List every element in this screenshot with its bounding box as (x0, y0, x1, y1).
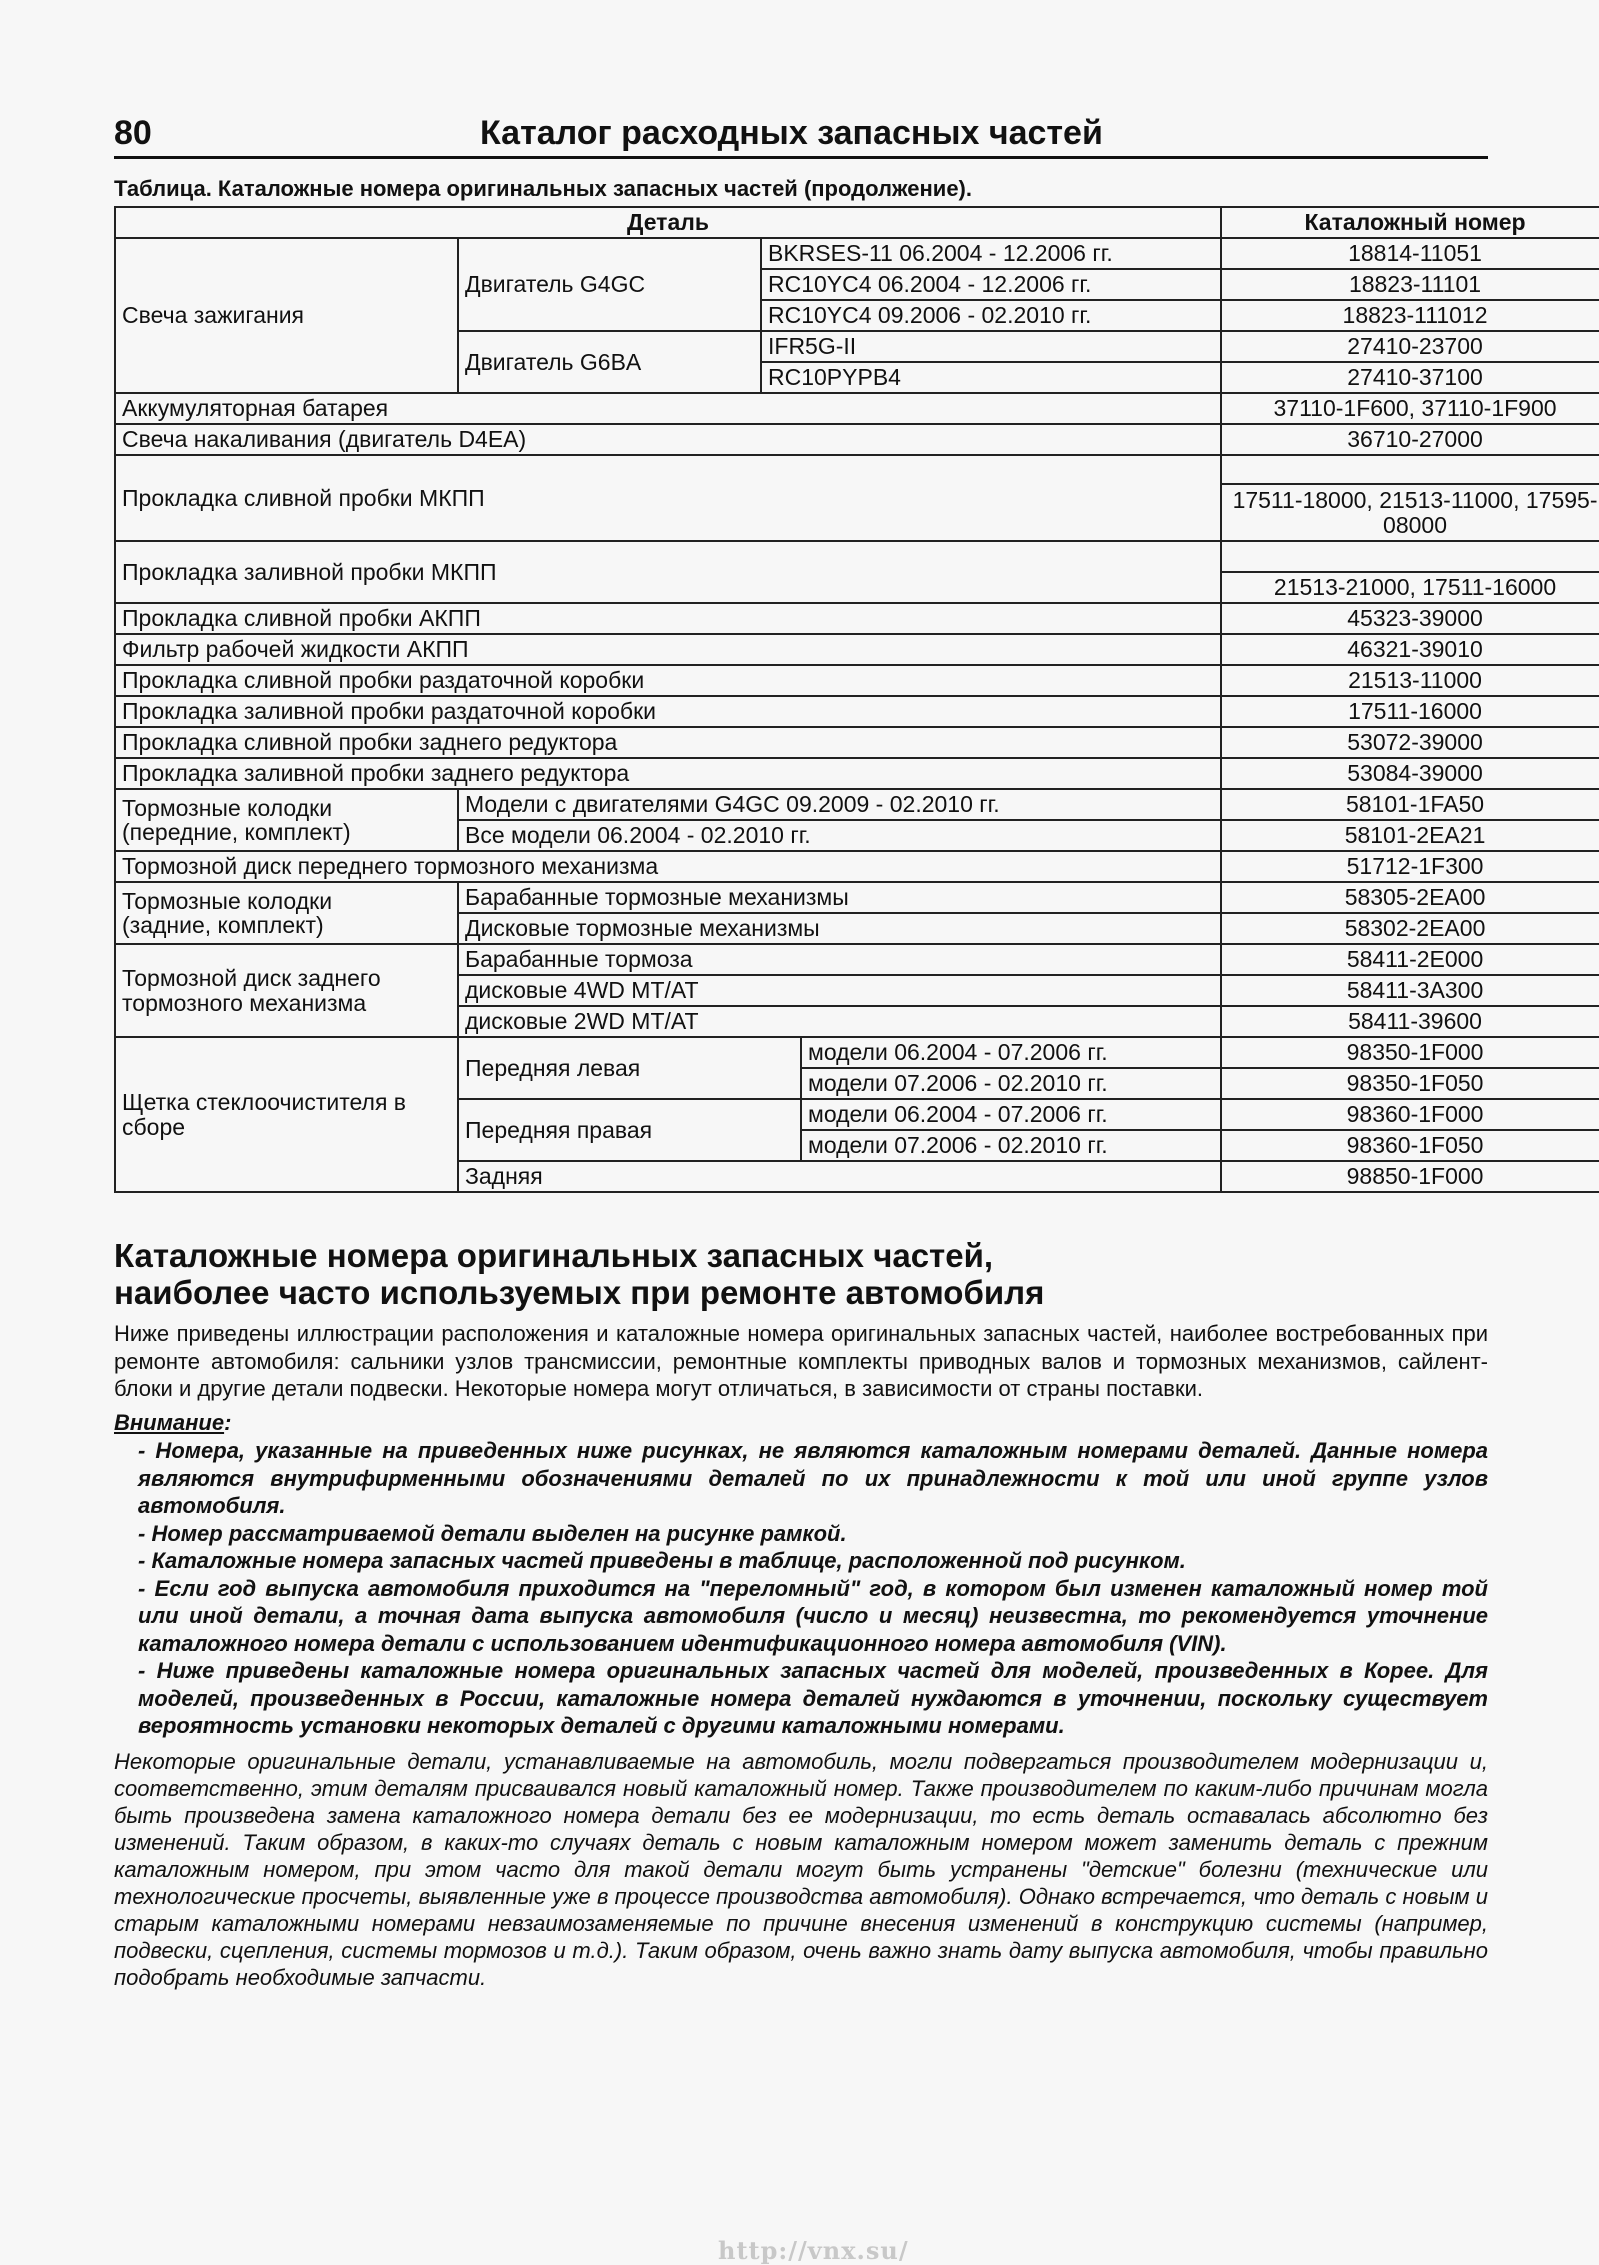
sub-label: Передняя левая (458, 1037, 801, 1099)
part-label: Аккумуляторная батарея (115, 393, 1221, 424)
part-label: Свеча накаливания (двигатель D4EA) (115, 424, 1221, 455)
table-row (115, 1037, 1599, 1068)
part-label-line: Тормозные колодки (122, 887, 333, 914)
intro-paragraph: Ниже приведены иллюстрации расположения и каталожные номера оригинальных запасных частей, наиболее востребованных при ремонте автомобиля: сальники узлов трансмиссии, ремонтные комплекты приводных валов и тормозных механизмов, сайлент-блоки и другие детали подвески. Некоторые номера могут отличаться, в зависимости от страны поставки. (114, 1321, 1488, 1401)
attention-item: - Если год выпуска автомобиля приходится на "переломный" год, в котором был изменен каталожный номер той или иной детали, а точная дата выпуска автомобиля (число и месяц) неизвестна, то рекомендуется уточнение каталожного номера детали с использованием идентификационного номера автомобиля (VIN). (138, 1575, 1488, 1656)
part-label (115, 1037, 458, 1192)
part-label-line: Тормозной диск заднего (122, 965, 381, 992)
spec-cell: модели 07.2006 - 02.2010 гг. (801, 1068, 1221, 1099)
number-cell: 58411-39600 (1221, 1006, 1599, 1037)
sub-label: Двигатель G6BA (458, 331, 761, 393)
table-row (115, 882, 1599, 913)
number-cell: 98350-1F050 (1221, 1068, 1599, 1099)
number-cell: 17511-18000, 21513-11000, 17595-08000 (1221, 484, 1599, 541)
table-row (115, 789, 1599, 820)
spec-cell: модели 07.2006 - 02.2010 гг. (801, 1130, 1221, 1161)
spec-cell: Модели с двигателями G4GC 09.2009 - 02.2010 гг. (458, 789, 1221, 820)
spec-cell: дисковые 2WD MT/AT (458, 1006, 1221, 1037)
number-cell: 18823-11101 (1221, 269, 1599, 300)
number-cell: 21513-11000 (1221, 665, 1599, 696)
section-title-line: наиболее часто используемых при ремонте автомобиля (114, 1273, 1045, 1311)
spec-cell: IFR5G-II (761, 331, 1221, 362)
attention-list (114, 1437, 1488, 1740)
spec-cell: RC10YC4 09.2006 - 02.2010 гг. (761, 300, 1221, 331)
table-row (115, 851, 1599, 882)
parts-table (114, 206, 1599, 1193)
number-cell: 21513-21000, 17511-16000 (1221, 572, 1599, 603)
number-cell: 58101-2EA21 (1221, 820, 1599, 851)
attention-colon: : (224, 1410, 232, 1435)
spec-cell: RC10PYPB4 (761, 362, 1221, 393)
part-label-line: тормозного механизма (122, 989, 367, 1016)
spec-cell: дисковые 4WD MT/AT (458, 975, 1221, 1006)
attention-label (114, 1410, 231, 1436)
part-label-line: (задние, комплект) (122, 912, 324, 938)
page-header (114, 110, 1488, 159)
attention-item: - Каталожные номера запасных частей приведены в таблице, расположенной под рисунком. (138, 1548, 1186, 1573)
table-row (115, 455, 1599, 484)
spec-cell: RC10YC4 06.2004 - 12.2006 гг. (761, 269, 1221, 300)
spec-cell: модели 06.2004 - 07.2006 гг. (801, 1099, 1221, 1130)
column-header-part: Деталь (115, 207, 1221, 238)
part-label: Свеча зажигания (115, 238, 458, 393)
sub-label: Задняя (458, 1161, 1221, 1192)
table-row (115, 696, 1599, 727)
number-cell: 51712-1F300 (1221, 851, 1599, 882)
number-cell: 58305-2EA00 (1221, 882, 1599, 913)
part-label-line: Щетка стеклоочистителя в (122, 1089, 407, 1116)
page-title: Каталог расходных запасных частей (480, 114, 1103, 152)
number-cell-empty (1221, 541, 1599, 572)
spec-cell: Барабанные тормозные механизмы (458, 882, 1221, 913)
number-cell: 45323-39000 (1221, 603, 1599, 634)
table-header-row (115, 207, 1599, 238)
part-label: Прокладка сливной пробки МКПП (115, 455, 1221, 541)
part-label: Прокладка заливной пробки раздаточной коробки (115, 696, 1221, 727)
number-cell: 27410-37100 (1221, 362, 1599, 393)
table-row (115, 727, 1599, 758)
part-label: Прокладка сливной пробки заднего редуктора (115, 727, 1221, 758)
table-row (115, 424, 1599, 455)
part-label-line: (передние, комплект) (122, 819, 351, 845)
spec-cell: Все модели 06.2004 - 02.2010 гг. (458, 820, 1221, 851)
table-row (115, 393, 1599, 424)
number-cell-empty (1221, 455, 1599, 484)
number-cell: 58101-1FA50 (1221, 789, 1599, 820)
attention-label-text: Внимание (114, 1410, 225, 1435)
table-row (115, 634, 1599, 665)
table-row (115, 944, 1599, 975)
sub-label: Двигатель G4GC (458, 238, 761, 331)
number-cell: 58302-2EA00 (1221, 913, 1599, 944)
attention-item: - Номер рассматриваемой детали выделен на рисунке рамкой. (138, 1520, 847, 1546)
sub-label: Передняя правая (458, 1099, 801, 1161)
table-caption: Таблица. Каталожные номера оригинальных запасных частей (продолжение). (114, 176, 972, 201)
number-cell: 98850-1F000 (1221, 1161, 1599, 1192)
part-label (115, 789, 458, 851)
spec-cell: Дисковые тормозные механизмы (458, 913, 1221, 944)
spec-cell: модели 06.2004 - 07.2006 гг. (801, 1037, 1221, 1068)
part-label: Фильтр рабочей жидкости АКПП (115, 634, 1221, 665)
part-label: Прокладка заливной пробки заднего редуктора (115, 758, 1221, 789)
watermark: http://vnx.su/ (718, 2236, 909, 2265)
spec-cell: BKRSES-11 06.2004 - 12.2006 гг. (761, 238, 1221, 269)
table-row (115, 238, 1599, 269)
attention-item: - Ниже приведены каталожные номера оригинальных запасных частей для моделей, произведенных в Корее. Для моделей, произведенных в России, каталожные номера деталей нуждаются в уточнении, поскольку существует вероятность установки некоторых деталей с другими каталожными номерами. (138, 1658, 1488, 1738)
section-title-line: Каталожные номера оригинальных запасных частей, (114, 1237, 994, 1274)
closing-paragraph: Некоторые оригинальные детали, устанавливаемые на автомобиль, могли подвергаться производителем модернизации и, соответственно, этим деталям присваивался новый каталожный номер. Также производителем по каким-либо причинам могла быть произведена замена каталожного номера детали без ее модернизации, то есть деталь оставалась абсолютно без изменений. Таким образом, в каких-то случаях деталь с новым каталожным номером может заменить деталь с прежним каталожным номером, при этом часто для такой детали могут быть устранены "детские" болезни (технические или технологические просчеты, выявленные уже в процессе производства автомобиля). Однако встречается, что деталь с новым и старым каталожными номерами невзаимозаменяемые по причине внесения изменений в конструкцию системы (например, подвески, сцепления, системы тормозов и т.д.). Таким образом, очень важно знать дату выпуска автомобиля, чтобы правильно подобрать необходимые запчасти. (114, 1749, 1488, 1991)
number-cell: 18814-11051 (1221, 238, 1599, 269)
table-row (115, 603, 1599, 634)
part-label (115, 944, 458, 1037)
section-title (114, 1238, 1488, 1312)
number-cell: 53084-39000 (1221, 758, 1599, 789)
column-header-number: Каталожный номер (1221, 207, 1599, 238)
number-cell: 18823-111012 (1221, 300, 1599, 331)
number-cell: 98350-1F000 (1221, 1037, 1599, 1068)
table-row (115, 758, 1599, 789)
number-cell: 37110-1F600, 37110-1F900 (1221, 393, 1599, 424)
number-cell: 58411-3A300 (1221, 975, 1599, 1006)
part-label: Прокладка заливной пробки МКПП (115, 541, 1221, 603)
table-row (115, 665, 1599, 696)
number-cell: 17511-16000 (1221, 696, 1599, 727)
number-cell: 53072-39000 (1221, 727, 1599, 758)
spec-cell: Барабанные тормоза (458, 944, 1221, 975)
part-label: Тормозной диск переднего тормозного механизма (115, 851, 1221, 882)
part-label-line: сборе (122, 1113, 186, 1140)
part-label (115, 882, 458, 944)
number-cell: 27410-23700 (1221, 331, 1599, 362)
number-cell: 98360-1F000 (1221, 1099, 1599, 1130)
number-cell: 58411-2E000 (1221, 944, 1599, 975)
part-label: Прокладка сливной пробки АКПП (115, 603, 1221, 634)
number-cell: 36710-27000 (1221, 424, 1599, 455)
number-cell: 46321-39010 (1221, 634, 1599, 665)
number-cell: 98360-1F050 (1221, 1130, 1599, 1161)
page-number: 80 (114, 114, 152, 152)
part-label-line: Тормозные колодки (122, 794, 333, 821)
part-label: Прокладка сливной пробки раздаточной коробки (115, 665, 1221, 696)
table-row (115, 541, 1599, 572)
attention-item: - Номера, указанные на приведенных ниже рисунках, не являются каталожным номерами деталей. Данные номера являются внутрифирменными обозначениями деталей по их принадлежности к той или иной группе узлов автомобиля. (138, 1438, 1488, 1518)
